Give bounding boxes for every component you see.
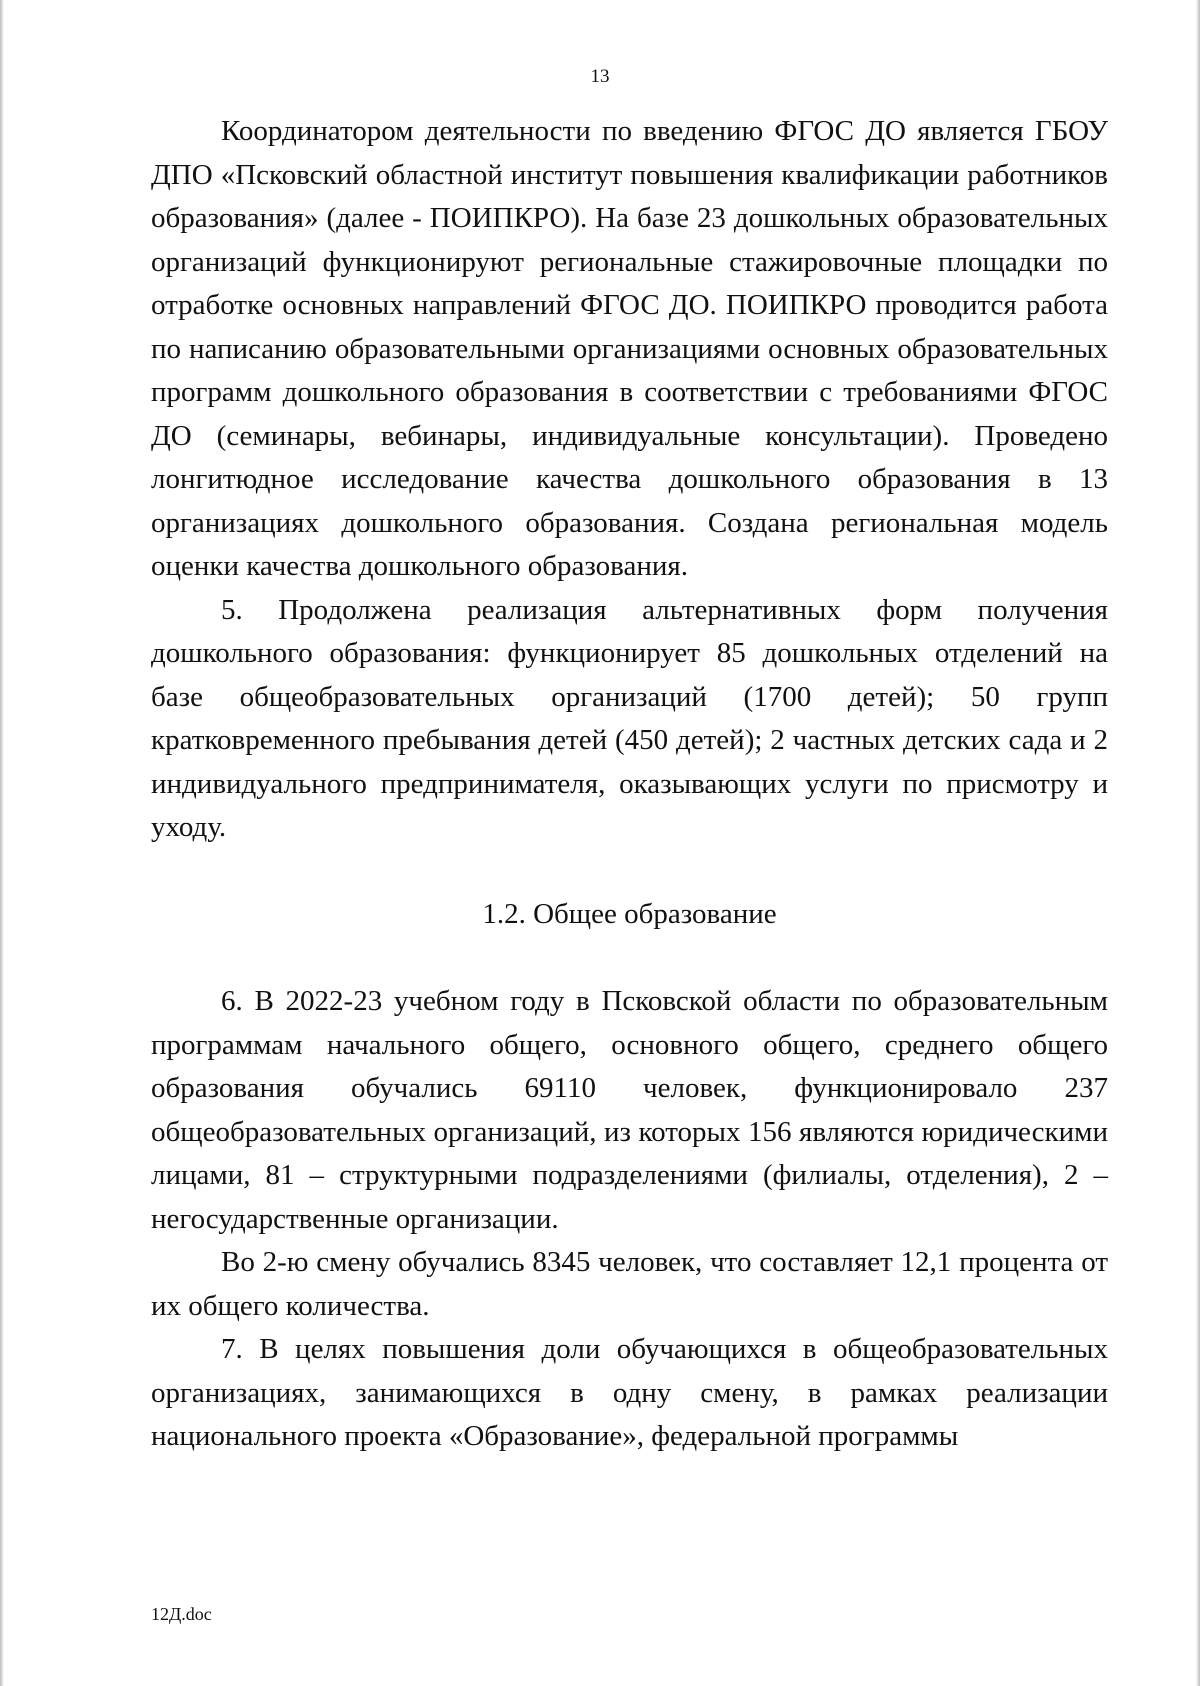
paragraph-6: 6. В 2022-23 учебном году в Псковской области по образовательным программам начального общего, основного общего, среднего общего образования обучались 69110 человек, функционировало 237 общеобразовательных организаций, из которых 156 являются юридическими лицами, 81 – структурными подразделениями (филиалы, отделения), 2 – негосударственные организации. (151, 985, 1108, 1235)
scan-edge-right (1196, 0, 1200, 1686)
scan-edge-left (0, 0, 4, 1686)
footer-filename: 12Д.doc (151, 1604, 212, 1624)
page-number: 13 (590, 66, 610, 87)
section-heading: 1.2. Общее образование (482, 897, 777, 930)
paragraph-coordinator: Координатором деятельности по введению ФГОС ДО является ГБОУ ДПО «Псковский областной институт повышения квалификации работников образования» (далее - ПОИПКРО). На базе 23 дошкольных образовательных организаций функционируют региональные стажировочные площадки по отработке основных направлений ФГОС ДО. ПОИПКРО проводится работа по написанию образовательными организациями основных образовательных программ дошкольного образования в соответствии с требованиями ФГОС ДО (семинары, вебинары, индивидуальные консультации). Проведено лонгитюдное исследование качества дошкольного образования в 13 организациях дошкольного образования. Создана региональная модель оценки качества дошкольного образования. (151, 115, 1108, 582)
paragraph-5: 5. Продолжена реализация альтернативных форм получения дошкольного образования: функционирует 85 дошкольных отделений на базе общеобразовательных организаций (1700 детей); 50 групп кратковременного пребывания детей (450 детей); 2 частных детских сада и 2 индивидуального предпринимателя, оказывающих услуги по присмотру и уходу. (151, 593, 1108, 843)
document-body (151, 110, 1108, 1459)
paragraph-7: 7. В целях повышения доли обучающихся в общеобразовательных организациях, занимающихся в одну смену, в рамках реализации национального проекта «Образование», федеральной программы (151, 1333, 1108, 1452)
paragraph-second-shift: Во 2-ю смену обучались 8345 человек, что составляет 12,1 процента от их общего количества. (151, 1246, 1108, 1322)
